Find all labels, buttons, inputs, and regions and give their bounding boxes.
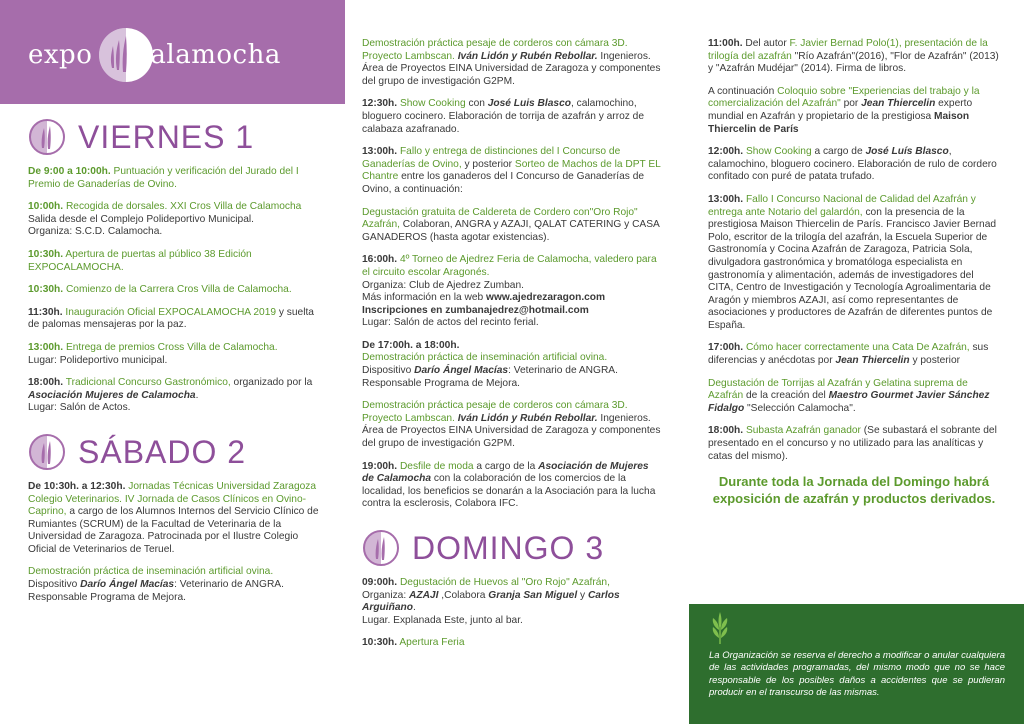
event-item: 09:00h. Degustación de Huevos al "Oro Rojo" Azafrán, Organiza: AZAJI ,Colabora Granja San Miguel y Carlos Arguiñano. Lugar. Explanada Este, junto al bar. [362,577,620,626]
event-item: Degustación de Torrijas al Azafrán y Gelatina suprema de Azafrán de la creación del Maestro Gourmet Javier Sánchez Fidalgo "Selección Calamocha". [708,377,990,414]
event-item: 12:30h. Show Cooking con José Luis Blasco, calamochino, bloguero cocinero. Elaboración de torrija de azafrán y arroz de calabaza azafranado. [362,98,645,135]
saffron-badge-icon [28,433,66,471]
logo-expo-text: expo [28,40,93,70]
event-item: 10:30h. Apertura Feria [362,637,465,649]
disclaimer-text: La Organización se reserva el derecho a modificar o anular cualquiera de las actividades programadas, del mismo modo que no se hace responsable de los posibles daños a accidentes que se pudieran producir en el transcurso de las mismas. [709,650,1005,699]
event-item: 17:00h. Cómo hacer correctamente una Cata De Azafrán, sus diferencias y anécdotas por Jean Thiercelin y posterior [708,342,989,367]
column-sabado-domingo [362,38,662,660]
event-item: 18:00h. Subasta Azafrán ganador (Se subastará el sobrante del presentado en el concurso y no utilizado para las analíticas y catas del mismo). [708,425,997,462]
event-item: De 17:00h. a 18:00h. Demostración práctica de inseminación artificial ovina. Dispositivo Darío Ángel Macías: Veterinario de ANGRA. Responsable Programa de Mejora. [362,339,618,389]
event-item: A continuación Coloquio sobre "Experiencias del trabajo y la comercialización del Azafrán" por Jean Thiercelin experto mundial en Azafrán y propietario de la prestigiosa Maison Thiercelin de París [708,85,980,135]
event-item: 12:00h. Show Cooking a cargo de José Luís Blasco, calamochino, bloguero cocinero. Elaboración de rulo de cordero confitado con puré de patata trufado. [708,146,997,183]
event-item: 11:30h. Inauguración Oficial EXPOCALAMOCHA 2019 y suelta de palomas mensajeras por la paz. [28,306,314,331]
event-item: Demostración práctica pesaje de corderos con cámara 3D. Proyecto Lambscan. Iván Lidón y Rubén Rebollar. Ingenieros. Área de Proyectos EINA Universidad de Zaragoza y componentes del grupo de investigación G2PM. [362,400,661,450]
email-link[interactable]: zumbanajedrez@hotmail.com [445,304,589,316]
saffron-badge-icon [362,529,400,567]
day-heading-sabado [28,433,328,471]
event-item: Degustación gratuita de Caldereta de Cordero con"Oro Rojo" Azafrán, Colaboran, ANGRA y AZAJI, QALAT CATERING y CASA GANADEROS (hasta agotar existencias). [362,206,660,243]
day-title: SÁBADO 2 [78,433,247,470]
event-item: 10:30h. Apertura de puertas al público 38 Edición EXPOCALAMOCHA. [28,248,252,273]
header-banner [0,0,345,104]
event-item: De 10:30h. a 12:30h. Jornadas Técnicas Universidad Zaragoza Colegio Veterinarios. IV Jornada de Casos Clínicos en Ovino-Caprino, a cargo de los Alumnos Internos del Servicio Clínico de Rumiantes (SCRUM) de la Facultad de Veterinaria de la Universidad de Zaragoza. Patrocinada por el Ilustre Colegio Oficial de Veterinarios de Teruel. [28,480,319,555]
saffron-badge-icon [28,118,66,156]
event-item: De 9:00 a 10:00h. Puntuación y verificación del Jurado del I Premio de Ganaderías de Ovino. [28,166,299,190]
day-heading-domingo [362,529,662,567]
column-viernes-sabado [28,118,328,614]
event-item: Demostración práctica pesaje de corderos con cámara 3D. Proyecto Lambscan. Iván Lidón y Rubén Rebollar. Ingenieros. Área de Proyectos EINA Universidad de Zaragoza y componentes del grupo de investigación G2PM. [362,38,661,87]
event-item: 10:30h. Comienzo de la Carrera Cros Villa de Calamocha. [28,284,292,296]
day-title: VIERNES 1 [78,119,255,155]
disclaimer-box [689,604,1024,724]
event-item: 10:00h. Recogida de dorsales. XXI Cros Villa de Calamocha Salida desde el Complejo Polideportivo Municipal. Organiza: S.C.D. Calamocha. [28,201,302,238]
wheat-leaf-icon [709,610,731,644]
event-item: 16:00h. 4º Torneo de Ajedrez Feria de Calamocha, valedero para el circuito escolar Aragonés. Organiza: Club de Ajedrez Zumban. Más información en la web www.ajedrezaragon.com Inscripciones en zumbanajedrez@hotmail.com Lugar: Salón de actos del recinto ferial. [362,254,657,329]
event-item: 13:00h. Entrega de premios Cross Villa de Calamocha. Lugar: Polideportivo municipal. [28,341,278,366]
column-domingo-cont [708,38,1000,507]
event-item: 18:00h. Tradicional Concurso Gastronómico, organizado por la Asociación Mujeres de Calamocha. Lugar: Salón de Actos. [28,377,313,414]
event-item: Demostración práctica de inseminación artificial ovina. Dispositivo Darío Ángel Macías: Veterinario de ANGRA. Responsable Programa de Mejora. [28,566,284,603]
web-link[interactable]: www.ajedrezaragon.com [486,292,606,304]
logo-calamocha-text: Calamocha [130,40,281,70]
event-item: 13:00h. Fallo I Concurso Nacional de Calidad del Azafrán y entrega ante Notario del galardón, con la presencia de la prestigiosa Maison Thiercelin de París. Francisco Javier Bernad Polo, escritor de la trilogía del azafrán, la Escuela Superior de Gastronomía y Cocina Azafrán de Zaragoza, Patricia Sola, divulgadora gastronómica y bromatóloga especialista en gastronomía y alimentación, además de investigadores del CITA, Centro de Investigación y Tecnología Agroalimentaria de Aragón y miembros AZAJI, así como representantes de asociaciones y productores de Azafrán de diferentes puntos de España. [708,193,997,331]
sunday-exhibition-notice: Durante toda la Jornada del Domingo habrá exposición de azafrán y productos derivados. [712,474,996,507]
event-item: 13:00h. Fallo y entrega de distinciones del I Concurso de Ganaderías de Ovino, y posterior Sorteo de Machos de la DPT EL Chantre entre los ganaderos del I Concurso de Ganaderías de Ovino, a continuación: [362,146,661,195]
day-heading-viernes [28,118,328,156]
event-item: 11:00h. Del autor F. Javier Bernad Polo(1), presentación de la trilogía del azafrán "Río Azafrán"(2016), "Flor de Azafrán" (2013) y "Azafrán Mudéjar" (2014). Firma de libros. [708,38,999,75]
event-item: 19:00h. Desfile de moda a cargo de la Asociación de Mujeres de Calamocha con la colaboración de los comercios de la localidad, los beneficios se donarán a la Asociación para la lucha contra la esclerosis, Colabora IFC. [362,460,656,510]
day-title: DOMINGO 3 [412,530,605,566]
